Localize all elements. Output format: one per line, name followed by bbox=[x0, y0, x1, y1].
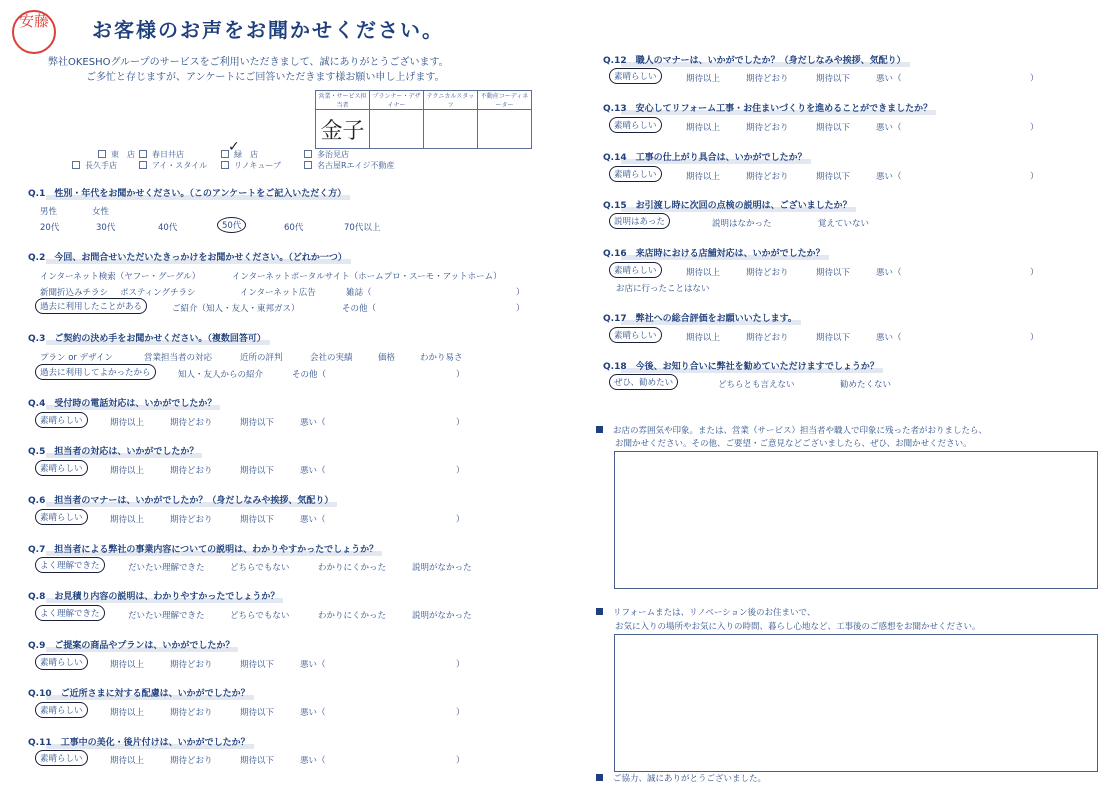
staff-header: 不動産コーディネーター bbox=[478, 91, 532, 110]
answer-option[interactable]: インターネット広告 bbox=[240, 288, 316, 298]
checkbox-icon bbox=[139, 161, 147, 169]
answer-option[interactable]: 説明はなかった bbox=[712, 219, 772, 229]
question-title: Q.12 職人のマナーは、いかがでしたか？（身だしなみや挨拶、気配り） bbox=[603, 53, 906, 66]
answer-option-selected[interactable]: 素晴らしい bbox=[609, 117, 662, 133]
question-title: Q.8 お見積り内容の説明は、わかりやすかったでしょうか？ bbox=[28, 589, 279, 602]
answer-option[interactable]: 会社の実績 bbox=[310, 353, 353, 363]
answer-option[interactable]: 70代以上 bbox=[344, 223, 381, 233]
answer-option[interactable]: 悪い（ bbox=[876, 268, 902, 278]
answer-option[interactable]: 期待以上 bbox=[110, 515, 145, 525]
answer-option[interactable]: 悪い（ bbox=[300, 756, 326, 766]
answer-option-selected[interactable]: よく理解できた bbox=[35, 605, 105, 621]
store-checkbox[interactable] bbox=[304, 149, 349, 160]
answer-option[interactable]: 悪い（ bbox=[876, 123, 902, 133]
answer-option[interactable]: 期待どおり bbox=[170, 660, 213, 670]
answer-option[interactable]: 期待どおり bbox=[170, 756, 213, 766]
answer-option[interactable]: 覚えていない bbox=[818, 219, 870, 229]
answer-option[interactable]: 期待どおり bbox=[746, 172, 789, 182]
prompt-line: リフォームまたは、リノベーション後のお住まいで、 bbox=[613, 608, 816, 618]
answer-option[interactable]: 悪い（ bbox=[876, 333, 902, 343]
answer-option-selected[interactable]: 過去に利用したことがある bbox=[35, 298, 147, 314]
store-label: 春日井店 bbox=[152, 150, 184, 159]
answer-option[interactable]: どちらでもない bbox=[230, 563, 290, 573]
store-checkbox[interactable] bbox=[98, 149, 135, 160]
question-title: Q.5 担当者の対応は、いかがでしたか？ bbox=[28, 444, 198, 457]
staff-header: 営業・サービス担当者 bbox=[316, 91, 370, 110]
answer-option[interactable]: 悪い（ bbox=[300, 708, 326, 718]
answer-option[interactable]: 期待以下 bbox=[816, 123, 851, 133]
staff-cell[interactable] bbox=[478, 110, 532, 149]
answer-option-selected[interactable]: 説明はあった bbox=[609, 213, 670, 229]
question-title: Q.1 性別・年代をお聞かせください。（このアンケートをご記入いただく方） bbox=[28, 186, 346, 199]
paren-close: ） bbox=[456, 466, 465, 476]
answer-option[interactable]: 勧めたくない bbox=[840, 380, 892, 390]
question-title: Q.7 担当者による弊社の事業内容についての説明は、わかりやすかったでしょうか？ bbox=[28, 542, 378, 555]
answer-option[interactable]: ご紹介（知人・友人・東邦ガス） bbox=[172, 304, 300, 314]
answer-option[interactable]: 悪い（ bbox=[300, 418, 326, 428]
question-title: Q.10 ご近所さまに対する配慮は、いかがでしたか？ bbox=[28, 686, 250, 699]
answer-option[interactable]: 価格 bbox=[378, 353, 396, 363]
answer-option[interactable]: インターネットポータルサイト（ホームプロ・スーモ・アットホーム） bbox=[232, 272, 502, 282]
answer-option[interactable]: 30代 bbox=[96, 223, 116, 233]
answer-option[interactable]: 男性 bbox=[40, 207, 58, 217]
answer-option[interactable]: 期待以下 bbox=[816, 172, 851, 182]
answer-option-selected[interactable]: 素晴らしい bbox=[35, 702, 88, 718]
question-title: Q.6 担当者のマナーは、いかがでしたか？（身だしなみや挨拶、気配り） bbox=[28, 493, 333, 506]
answer-option-selected[interactable]: 素晴らしい bbox=[35, 460, 88, 476]
question-title: Q.16 来店時における店舗対応は、いかがでしたか？ bbox=[603, 246, 825, 259]
paren-close: ） bbox=[1030, 123, 1039, 133]
store-checkbox[interactable] bbox=[221, 160, 281, 171]
answer-option[interactable]: どちらでもない bbox=[230, 611, 290, 621]
store-label: 東 店 bbox=[111, 150, 135, 159]
answer-option[interactable]: 悪い（ bbox=[300, 515, 326, 525]
paren-close: ） bbox=[1030, 268, 1039, 278]
answer-option[interactable]: 期待以上 bbox=[686, 123, 721, 133]
answer-option-selected[interactable]: 素晴らしい bbox=[609, 166, 662, 182]
paren-close: ） bbox=[1030, 172, 1039, 182]
question-title: Q.15 お引渡し時に次回の点検の説明は、ございましたか？ bbox=[603, 198, 852, 211]
answer-option[interactable]: わかりにくかった bbox=[318, 563, 387, 573]
paren-close: ） bbox=[456, 756, 465, 766]
answer-option[interactable]: 期待以上 bbox=[686, 74, 721, 84]
answer-option[interactable]: 期待以下 bbox=[240, 515, 275, 525]
question-title: Q.11 工事中の美化・後片付けは、いかがでしたか？ bbox=[28, 735, 250, 748]
answer-option[interactable]: 期待以上 bbox=[686, 268, 721, 278]
paren-close: ） bbox=[456, 660, 465, 670]
paren-close: ） bbox=[456, 370, 465, 380]
paren-close: ） bbox=[456, 515, 465, 525]
answer-option[interactable]: 期待以下 bbox=[816, 333, 851, 343]
staff-cell[interactable] bbox=[424, 110, 478, 149]
prompt-line: お気に入りの場所やお気に入りの時間、暮らし心地など、工事後のご感想をお聞かせください。 bbox=[615, 622, 981, 632]
square-bullet-icon bbox=[596, 774, 603, 781]
answer-option-selected[interactable]: 素晴らしい bbox=[35, 509, 88, 525]
paren-close: ） bbox=[456, 418, 465, 428]
answer-option-selected[interactable]: よく理解できた bbox=[35, 557, 105, 573]
question-title: Q.3 ご契約の決め手をお聞かせください。（複数回答可） bbox=[28, 331, 266, 344]
intro-line-1: 弊社OKESHOグループのサービスをご利用いただきまして、誠にありがとうございます。 bbox=[48, 57, 449, 68]
answer-option[interactable]: 女性 bbox=[92, 207, 110, 217]
checkbox-icon bbox=[304, 150, 312, 158]
free-text-prompt-2 bbox=[596, 606, 815, 618]
answer-option[interactable]: 期待どおり bbox=[170, 515, 213, 525]
answer-option[interactable]: 期待以下 bbox=[240, 756, 275, 766]
answer-option[interactable]: だいたい理解できた bbox=[128, 611, 205, 621]
answer-option[interactable]: 説明がなかった bbox=[412, 563, 472, 573]
store-checkbox[interactable] bbox=[72, 160, 117, 171]
answer-option[interactable]: 期待以上 bbox=[686, 333, 721, 343]
answer-option[interactable]: 60代 bbox=[284, 223, 304, 233]
answer-option[interactable]: 期待以上 bbox=[110, 708, 145, 718]
answer-option-selected[interactable]: 50代 bbox=[217, 217, 246, 233]
answer-option[interactable]: 雑誌（ bbox=[346, 288, 372, 298]
staff-header: テクニカルスタッフ bbox=[424, 91, 478, 110]
store-label: 名古屋Rエイジ不動産 bbox=[317, 161, 395, 170]
answer-option[interactable]: お店に行ったことはない bbox=[616, 284, 710, 294]
store-checkbox[interactable] bbox=[304, 160, 395, 171]
answer-option[interactable]: 悪い（ bbox=[300, 466, 326, 476]
paren-close: ） bbox=[456, 708, 465, 718]
prompt-line: お聞かせください。その他、ご要望・ご意見などございましたら、ぜひ、お聞かせください。 bbox=[615, 439, 972, 449]
answer-option[interactable]: 営業担当者の対応 bbox=[144, 353, 213, 363]
answer-option[interactable]: その他（ bbox=[342, 304, 377, 314]
stamp-text: 安藤 bbox=[18, 12, 49, 30]
checkbox-icon bbox=[221, 161, 229, 169]
answer-option[interactable]: 悪い（ bbox=[876, 172, 902, 182]
square-bullet-icon bbox=[596, 608, 603, 615]
staff-table bbox=[315, 90, 532, 149]
answer-option[interactable]: 期待以下 bbox=[240, 708, 275, 718]
answer-option[interactable]: 40代 bbox=[158, 223, 178, 233]
answer-option[interactable]: 説明がなかった bbox=[412, 611, 472, 621]
answer-option[interactable]: 期待どおり bbox=[170, 708, 213, 718]
question-title: Q.13 安心してリフォーム工事・お住まいづくりを進めることができましたか？ bbox=[603, 101, 932, 114]
staff-header: プランナー・デザイナー bbox=[370, 91, 424, 110]
answer-option[interactable]: どちらとも言えない bbox=[718, 380, 795, 390]
paren-close: ） bbox=[516, 288, 525, 298]
answer-option[interactable]: 近所の評判 bbox=[240, 353, 283, 363]
answer-option[interactable]: 期待以下 bbox=[240, 418, 275, 428]
answer-option[interactable]: 新聞折込みチラシ bbox=[40, 288, 109, 298]
answer-option[interactable]: 期待以上 bbox=[110, 418, 145, 428]
answer-option[interactable]: 期待以上 bbox=[110, 756, 145, 766]
answer-option[interactable]: 悪い（ bbox=[300, 660, 326, 670]
check-mark-icon: ✓ bbox=[228, 139, 240, 155]
store-checkbox[interactable] bbox=[139, 160, 207, 171]
page-title: お客様のお声をお聞かせください。 bbox=[92, 18, 444, 42]
store-label: 長久手店 bbox=[85, 161, 117, 170]
answer-option-selected[interactable]: 素晴らしい bbox=[609, 262, 662, 278]
answer-option[interactable]: だいたい理解できた bbox=[128, 563, 205, 573]
question-title: Q.4 受付時の電話対応は、いかがでしたか？ bbox=[28, 396, 216, 409]
answer-option[interactable]: プラン or デザイン bbox=[40, 353, 114, 363]
answer-option[interactable]: 知人・友人からの紹介 bbox=[178, 370, 264, 380]
answer-option[interactable]: 期待以下 bbox=[816, 74, 851, 84]
answer-option[interactable]: 期待どおり bbox=[746, 333, 789, 343]
question-title: Q.9 ご提案の商品やプランは、いかがでしたか？ bbox=[28, 638, 234, 651]
answer-option-selected[interactable]: ぜひ、勧めたい bbox=[609, 374, 678, 390]
checkbox-icon bbox=[139, 150, 147, 158]
paren-close: ） bbox=[1030, 333, 1039, 343]
seal-stamp bbox=[12, 10, 56, 54]
paren-close: ） bbox=[1030, 74, 1039, 84]
closing-text: ご協力、誠にありがとうございました。 bbox=[613, 774, 767, 784]
answer-option-selected[interactable]: 素晴らしい bbox=[35, 750, 88, 766]
checkbox-icon bbox=[304, 161, 312, 169]
answer-option[interactable]: ポスティングチラシ bbox=[120, 288, 196, 298]
answer-option[interactable]: わかり易さ bbox=[420, 353, 463, 363]
question-title: Q.2 今回、お問合せいただいたきっかけをお聞かせください。（どれか一つ） bbox=[28, 250, 347, 263]
store-label: リノキューブ bbox=[234, 161, 281, 170]
checkbox-icon bbox=[72, 161, 80, 169]
intro-line-2: ご多忙と存じますが、アンケートにご回答いただきます様お願い申し上げます。 bbox=[86, 72, 445, 83]
checkbox-icon bbox=[98, 150, 106, 158]
answer-option[interactable]: わかりにくかった bbox=[318, 611, 387, 621]
answer-option-selected[interactable]: 過去に利用してよかったから bbox=[35, 364, 156, 380]
answer-option[interactable]: 期待以上 bbox=[110, 660, 145, 670]
answer-option[interactable]: 期待どおり bbox=[170, 466, 213, 476]
staff-cell[interactable] bbox=[370, 110, 424, 149]
answer-option[interactable]: 期待以下 bbox=[816, 268, 851, 278]
signature: 金子 bbox=[320, 118, 365, 144]
question-title: Q.14 工事の仕上がり具合は、いかがでしたか？ bbox=[603, 150, 807, 163]
answer-option-selected[interactable]: 素晴らしい bbox=[609, 68, 662, 84]
answer-option[interactable]: 期待どおり bbox=[170, 418, 213, 428]
answer-option[interactable]: その他（ bbox=[292, 370, 327, 380]
answer-option[interactable]: インターネット検索（ヤフー・グーグル） bbox=[40, 272, 201, 282]
answer-option[interactable]: 期待以上 bbox=[686, 172, 721, 182]
answer-option[interactable]: 期待以下 bbox=[240, 466, 275, 476]
answer-option[interactable]: 期待どおり bbox=[746, 123, 789, 133]
free-text-box-2[interactable] bbox=[614, 634, 1098, 772]
store-checkbox[interactable] bbox=[139, 149, 184, 160]
free-text-prompt-1 bbox=[596, 424, 987, 436]
answer-option-selected[interactable]: 素晴らしい bbox=[609, 327, 662, 343]
free-text-box-1[interactable] bbox=[614, 451, 1098, 589]
store-label: 多治見店 bbox=[317, 150, 349, 159]
answer-option[interactable]: 期待どおり bbox=[746, 268, 789, 278]
question-title: Q.17 弊社への総合評価をお願いいたします。 bbox=[603, 311, 797, 324]
store-label: 緑 店 bbox=[234, 150, 258, 159]
closing-message bbox=[596, 772, 766, 784]
answer-option-selected[interactable]: 素晴らしい bbox=[35, 412, 88, 428]
prompt-line: お店の雰囲気や印象。または、営業（サービス）担当者や職人で印象に残った者がおりましたら、 bbox=[613, 426, 988, 436]
question-title: Q.18 今後、お知り合いに弊社を勧めていただけますでしょうか？ bbox=[603, 359, 879, 372]
answer-option[interactable]: 期待どおり bbox=[746, 74, 789, 84]
paren-close: ） bbox=[516, 304, 525, 314]
store-label: アイ・スタイル bbox=[152, 161, 208, 170]
answer-option[interactable]: 期待以下 bbox=[240, 660, 275, 670]
square-bullet-icon bbox=[596, 426, 603, 433]
answer-option[interactable]: 期待以上 bbox=[110, 466, 145, 476]
answer-option-selected[interactable]: 素晴らしい bbox=[35, 654, 88, 670]
answer-option[interactable]: 悪い（ bbox=[876, 74, 902, 84]
answer-option[interactable]: 20代 bbox=[40, 223, 60, 233]
staff-signature-cell[interactable] bbox=[316, 110, 370, 149]
